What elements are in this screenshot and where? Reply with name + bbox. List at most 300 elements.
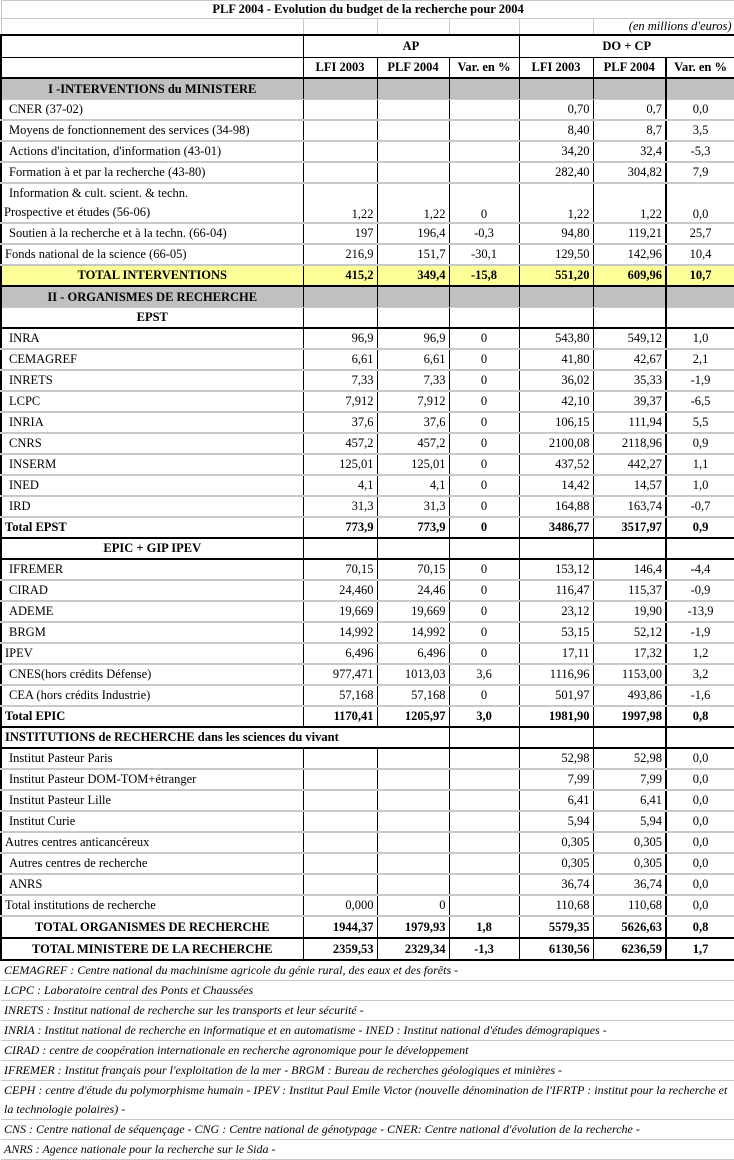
table-row (1, 496, 734, 517)
row-label: LCPC (1, 391, 303, 412)
table-row (1, 517, 734, 538)
cell-value (519, 308, 593, 329)
footnote: CEPH : centre d'étude du polymorphisme humain - IPEV : Institut Paul Emile Victor (nouvelle dénomination de l'IFRTP : institut pour la recherche et la technologie polaires) - (1, 1081, 734, 1120)
cell-value: 5579,35 (519, 916, 593, 938)
row-label: INRETS (1, 370, 303, 391)
cell-value (377, 308, 449, 329)
footnote-row (1, 1001, 734, 1021)
row-label: CNES(hors crédits Défense) (1, 664, 303, 685)
cell-value: 773,9 (377, 517, 449, 538)
column-header: LFI 2003 (519, 58, 593, 79)
table-row (1, 223, 734, 244)
cell-value: 19,669 (377, 601, 449, 622)
cell-value: -1,3 (449, 938, 519, 960)
cell-value: 125,01 (377, 454, 449, 475)
cell-value: 6,61 (303, 349, 377, 370)
cell-value (449, 120, 519, 141)
cell-value: 3,2 (666, 664, 734, 685)
cell-value: 1,0 (666, 328, 734, 349)
cell-value (377, 790, 449, 811)
row-label: TOTAL ORGANISMES DE RECHERCHE (1, 916, 303, 938)
cell-value: 19,669 (303, 601, 377, 622)
table-row (1, 120, 734, 141)
cell-value: 0,0 (666, 790, 734, 811)
cell-value: 549,12 (593, 328, 666, 349)
cell-value: 1979,93 (377, 916, 449, 938)
footnote: LCPC : Laboratoire central des Ponts et Chaussées (1, 981, 734, 1001)
cell-value: 1,8 (449, 916, 519, 938)
table-row (1, 853, 734, 874)
title-row (1, 1, 734, 19)
row-label: Institut Pasteur Lille (1, 790, 303, 811)
row-label: Institut Curie (1, 811, 303, 832)
row-label: Soutien à la recherche et à la techn. (66-04) (1, 223, 303, 244)
table-row (1, 183, 734, 223)
cell-value: 25,7 (666, 223, 734, 244)
cell-value: 437,52 (519, 454, 593, 475)
cell-value: 10,4 (666, 244, 734, 265)
cell-value: 36,02 (519, 370, 593, 391)
cell-empty (519, 727, 593, 748)
cell-value (666, 78, 734, 100)
cell-value (377, 748, 449, 769)
page-title: PLF 2004 - Evolution du budget de la recherche pour 2004 (1, 1, 734, 19)
cell-value: 1981,90 (519, 706, 593, 727)
cell-value: 1013,03 (377, 664, 449, 685)
cell-value: 0 (449, 433, 519, 454)
units-label: (en millions d'euros) (593, 19, 734, 36)
cell-value: 282,40 (519, 162, 593, 183)
cell-value: 7,912 (303, 391, 377, 412)
cell-value: 119,21 (593, 223, 666, 244)
table-row (1, 162, 734, 183)
cell-value: 37,6 (303, 412, 377, 433)
footnote-row (1, 1021, 734, 1041)
cell-value (377, 100, 449, 121)
cell-value: 14,992 (303, 622, 377, 643)
table-row (1, 685, 734, 706)
cell-value: 35,33 (593, 370, 666, 391)
cell-value (377, 811, 449, 832)
cell-value: 8,7 (593, 120, 666, 141)
cell-value: 23,12 (519, 601, 593, 622)
cell-value: 17,11 (519, 643, 593, 664)
cell-value: 6,41 (519, 790, 593, 811)
cell-value: 52,98 (519, 748, 593, 769)
table-row (1, 895, 734, 916)
cell-value: 70,15 (303, 559, 377, 580)
row-label: CNER (37-02) (1, 100, 303, 121)
cell-value: -0,9 (666, 580, 734, 601)
cell-value: 7,33 (303, 370, 377, 391)
row-label: Autres centres de recherche (1, 853, 303, 874)
cell-value: 0,0 (666, 811, 734, 832)
group-header-do-cp: DO + CP (519, 35, 734, 58)
cell-value: 216,9 (303, 244, 377, 265)
cell-value: 0,70 (519, 100, 593, 121)
cell-value (449, 811, 519, 832)
table-row (1, 349, 734, 370)
cell-value (449, 895, 519, 916)
cell-value: -30,1 (449, 244, 519, 265)
row-label: I -INTERVENTIONS du MINISTERE (1, 78, 303, 100)
cell-value: 1,7 (666, 938, 734, 960)
cell-value: 543,80 (519, 328, 593, 349)
table-row (1, 938, 734, 960)
cell-value: 1116,96 (519, 664, 593, 685)
cell-value: 1170,41 (303, 706, 377, 727)
cell-value (303, 286, 377, 308)
cell-value: 2359,53 (303, 938, 377, 960)
table-row (1, 412, 734, 433)
cell-value (377, 162, 449, 183)
cell-value: 0,305 (519, 853, 593, 874)
table-row (1, 141, 734, 162)
cell-value (519, 78, 593, 100)
cell-value: 0,9 (666, 433, 734, 454)
table-row (1, 580, 734, 601)
cell-value (377, 78, 449, 100)
cell-empty (449, 727, 519, 748)
cell-value: 1,22 (593, 183, 666, 223)
cell-value: 0 (449, 643, 519, 664)
cell-value: 0,0 (666, 183, 734, 223)
table-row (1, 454, 734, 475)
row-label: ANRS (1, 874, 303, 895)
cell-value: 0,0 (666, 100, 734, 121)
cell-value (449, 853, 519, 874)
cell-value (377, 286, 449, 308)
cell-value (449, 538, 519, 559)
table-row (1, 475, 734, 496)
cell-value: 415,2 (303, 265, 377, 286)
cell-value: 146,4 (593, 559, 666, 580)
row-label: Total institutions de recherche (1, 895, 303, 916)
cell-value (449, 308, 519, 329)
cell-empty (666, 727, 734, 748)
cell-value: 2118,96 (593, 433, 666, 454)
cell-value: 1153,00 (593, 664, 666, 685)
cell-value: 94,80 (519, 223, 593, 244)
cell-value: 115,37 (593, 580, 666, 601)
cell-value: 457,2 (303, 433, 377, 454)
column-header: PLF 2004 (593, 58, 666, 79)
cell-value (303, 78, 377, 100)
cell-value: 442,27 (593, 454, 666, 475)
cell-value: 0 (449, 183, 519, 223)
cell-value: -1,9 (666, 622, 734, 643)
cell-value: 42,67 (593, 349, 666, 370)
row-label: Formation à et par la recherche (43-80) (1, 162, 303, 183)
column-header: PLF 2004 (377, 58, 449, 79)
footnote-row (1, 1041, 734, 1061)
cell-value: 1,22 (519, 183, 593, 223)
cell-value: 0 (449, 475, 519, 496)
cell-value: 6236,59 (593, 938, 666, 960)
cell-value: 0 (449, 454, 519, 475)
cell-value: 0 (449, 391, 519, 412)
table-row (1, 370, 734, 391)
cell-value: 196,4 (377, 223, 449, 244)
cell-value: 0 (449, 559, 519, 580)
cell-value: 977,471 (303, 664, 377, 685)
cell-value: 10,7 (666, 265, 734, 286)
cell-value: 0,305 (593, 832, 666, 853)
cell-value: 0 (449, 517, 519, 538)
table-row (1, 832, 734, 853)
cell-value: -0,3 (449, 223, 519, 244)
footnote: CIRAD : centre de coopération internationale en recherche agronomique pour le développement (1, 1041, 734, 1061)
row-label: CEA (hors crédits Industrie) (1, 685, 303, 706)
row-label: Actions d'incitation, d'information (43-01) (1, 141, 303, 162)
cell-value: 14,57 (593, 475, 666, 496)
cell-value (449, 100, 519, 121)
cell-value: 19,90 (593, 601, 666, 622)
cell-value: 0,305 (593, 853, 666, 874)
cell-value: 1997,98 (593, 706, 666, 727)
cell-value: 1,1 (666, 454, 734, 475)
table-row (1, 601, 734, 622)
cell-value: 57,168 (377, 685, 449, 706)
cell-value (449, 78, 519, 100)
cell-value (303, 141, 377, 162)
cell-value (377, 832, 449, 853)
cell-value: 7,99 (519, 769, 593, 790)
cell-value: 6,496 (377, 643, 449, 664)
footnote-row (1, 960, 734, 981)
table-row (1, 559, 734, 580)
row-label: Total EPST (1, 517, 303, 538)
cell-value (377, 769, 449, 790)
cell-value: 106,15 (519, 412, 593, 433)
cell-value (303, 162, 377, 183)
cell-value (593, 308, 666, 329)
row-label-line: Information & cult. scient. & techn. (9, 186, 189, 200)
cell-value: 7,99 (593, 769, 666, 790)
cell-value: 6,41 (593, 790, 666, 811)
cell-value: 7,912 (377, 391, 449, 412)
row-label: IRD (1, 496, 303, 517)
cell-value (377, 874, 449, 895)
row-label: INRIA (1, 412, 303, 433)
cell-value: 0,0 (666, 832, 734, 853)
row-label: Total EPIC (1, 706, 303, 727)
table-row (1, 727, 734, 748)
cell-value: 773,9 (303, 517, 377, 538)
cell-value: 34,20 (519, 141, 593, 162)
row-label: Autres centres anticancéreux (1, 832, 303, 853)
footnote: CNS : Centre national de séquençage - CNG : Centre national de génotypage - CNER: Centre national d'évolution de la recherche - (1, 1120, 734, 1140)
table-row (1, 538, 734, 559)
cell-value: 7,33 (377, 370, 449, 391)
cell-value: -5,3 (666, 141, 734, 162)
cell-value: 0,0 (666, 895, 734, 916)
cell-value (377, 120, 449, 141)
row-label (1, 183, 303, 223)
cell-value: 0,8 (666, 706, 734, 727)
cell-value: 5,5 (666, 412, 734, 433)
footnote-row (1, 1140, 734, 1160)
cell-value (593, 538, 666, 559)
cell-value: -1,6 (666, 685, 734, 706)
cell-value: 1205,97 (377, 706, 449, 727)
cell-value: 0 (449, 601, 519, 622)
row-label: BRGM (1, 622, 303, 643)
cell-value: 1,2 (666, 643, 734, 664)
table-row (1, 916, 734, 938)
cell-empty (593, 727, 666, 748)
cell-value (449, 790, 519, 811)
cell-value: 129,50 (519, 244, 593, 265)
table-row (1, 328, 734, 349)
cell-value (666, 538, 734, 559)
cell-value: 1,0 (666, 475, 734, 496)
cell-value: 116,47 (519, 580, 593, 601)
cell-value: 41,80 (519, 349, 593, 370)
cell-value (303, 832, 377, 853)
cell-value: 31,3 (377, 496, 449, 517)
cell-value: 8,40 (519, 120, 593, 141)
cell-value (519, 538, 593, 559)
table-row (1, 748, 734, 769)
table-row (1, 706, 734, 727)
cell-value: 0,9 (666, 517, 734, 538)
cell-value (449, 832, 519, 853)
cell-value: 151,7 (377, 244, 449, 265)
cell-value: 39,37 (593, 391, 666, 412)
cell-value: 52,98 (593, 748, 666, 769)
cell-value: 4,1 (377, 475, 449, 496)
cell-value: 14,992 (377, 622, 449, 643)
cell-value (303, 120, 377, 141)
cell-value: 24,46 (377, 580, 449, 601)
cell-value: 0,0 (666, 853, 734, 874)
cell-value: 14,42 (519, 475, 593, 496)
cell-value: 0 (449, 349, 519, 370)
cell-value (449, 748, 519, 769)
cell-value: 3,6 (449, 664, 519, 685)
cell-value: 31,3 (303, 496, 377, 517)
cell-value: 37,6 (377, 412, 449, 433)
cell-value: 0 (449, 580, 519, 601)
table-row (1, 286, 734, 308)
row-label: CNRS (1, 433, 303, 454)
cell-value: 0 (377, 895, 449, 916)
group-header-ap: AP (303, 35, 519, 58)
cell-value: 5,94 (593, 811, 666, 832)
cell-value (377, 538, 449, 559)
cell-value: 32,4 (593, 141, 666, 162)
footnote: INRETS : Institut national de recherche sur les transports et leur sécurité - (1, 1001, 734, 1021)
cell-value: 6130,56 (519, 938, 593, 960)
cell-value: 110,68 (519, 895, 593, 916)
cell-value: 2329,34 (377, 938, 449, 960)
cell-value (303, 811, 377, 832)
row-label: ADEME (1, 601, 303, 622)
row-label: INRA (1, 328, 303, 349)
row-label: Fonds national de la science (66-05) (1, 244, 303, 265)
table-row (1, 874, 734, 895)
row-label: INSERM (1, 454, 303, 475)
cell-value (449, 141, 519, 162)
cell-value (303, 748, 377, 769)
cell-value: 493,86 (593, 685, 666, 706)
cell-value: 164,88 (519, 496, 593, 517)
cell-value: 42,10 (519, 391, 593, 412)
units-row (1, 19, 734, 36)
cell-value: 349,4 (377, 265, 449, 286)
cell-value: 125,01 (303, 454, 377, 475)
row-label: IPEV (1, 643, 303, 664)
cell-value (303, 790, 377, 811)
cell-value (593, 286, 666, 308)
cell-value: -4,4 (666, 559, 734, 580)
cell-value (449, 286, 519, 308)
table-row (1, 78, 734, 100)
cell-value: 1,22 (377, 183, 449, 223)
cell-value: 5626,63 (593, 916, 666, 938)
row-label: EPST (1, 308, 303, 329)
cell-value: 0,7 (593, 100, 666, 121)
table-row (1, 664, 734, 685)
cell-value: 57,168 (303, 685, 377, 706)
row-label: TOTAL INTERVENTIONS (1, 265, 303, 286)
cell-value: -1,9 (666, 370, 734, 391)
cell-value: 2,1 (666, 349, 734, 370)
cell-value: -15,8 (449, 265, 519, 286)
cell-value: 52,12 (593, 622, 666, 643)
footnote: CEMAGREF : Centre national du machinisme agricole du génie rural, des eaux et des forêts - (1, 960, 734, 981)
cell-value (377, 853, 449, 874)
cell-value: 70,15 (377, 559, 449, 580)
cell-value: 0,8 (666, 916, 734, 938)
cell-value: 304,82 (593, 162, 666, 183)
cell-value (303, 769, 377, 790)
cell-value: 3486,77 (519, 517, 593, 538)
cell-value: 4,1 (303, 475, 377, 496)
footnote-row (1, 981, 734, 1001)
row-label: INSTITUTIONS de RECHERCHE dans les sciences du vivant (1, 727, 449, 748)
table-row (1, 100, 734, 121)
cell-value (303, 100, 377, 121)
row-label: Moyens de fonctionnement des services (34-98) (1, 120, 303, 141)
cell-value (449, 874, 519, 895)
cell-value (449, 162, 519, 183)
cell-value: 609,96 (593, 265, 666, 286)
table-row (1, 308, 734, 329)
cell-value: 1,22 (303, 183, 377, 223)
cell-value: 24,460 (303, 580, 377, 601)
cell-value: 457,2 (377, 433, 449, 454)
cell-value: 142,96 (593, 244, 666, 265)
cell-value (519, 286, 593, 308)
cell-value: 6,61 (377, 349, 449, 370)
group-header-row (1, 35, 734, 58)
cell-value: 53,15 (519, 622, 593, 643)
cell-value: 96,9 (303, 328, 377, 349)
row-label: Institut Pasteur Paris (1, 748, 303, 769)
cell-value (666, 286, 734, 308)
cell-value (303, 853, 377, 874)
table-row (1, 811, 734, 832)
column-header: Var. en % (666, 58, 734, 79)
footnote-row (1, 1061, 734, 1081)
table-row (1, 265, 734, 286)
footnote-row (1, 1120, 734, 1140)
cell-value: 7,9 (666, 162, 734, 183)
cell-value: 1944,37 (303, 916, 377, 938)
row-label: Institut Pasteur DOM-TOM+étranger (1, 769, 303, 790)
